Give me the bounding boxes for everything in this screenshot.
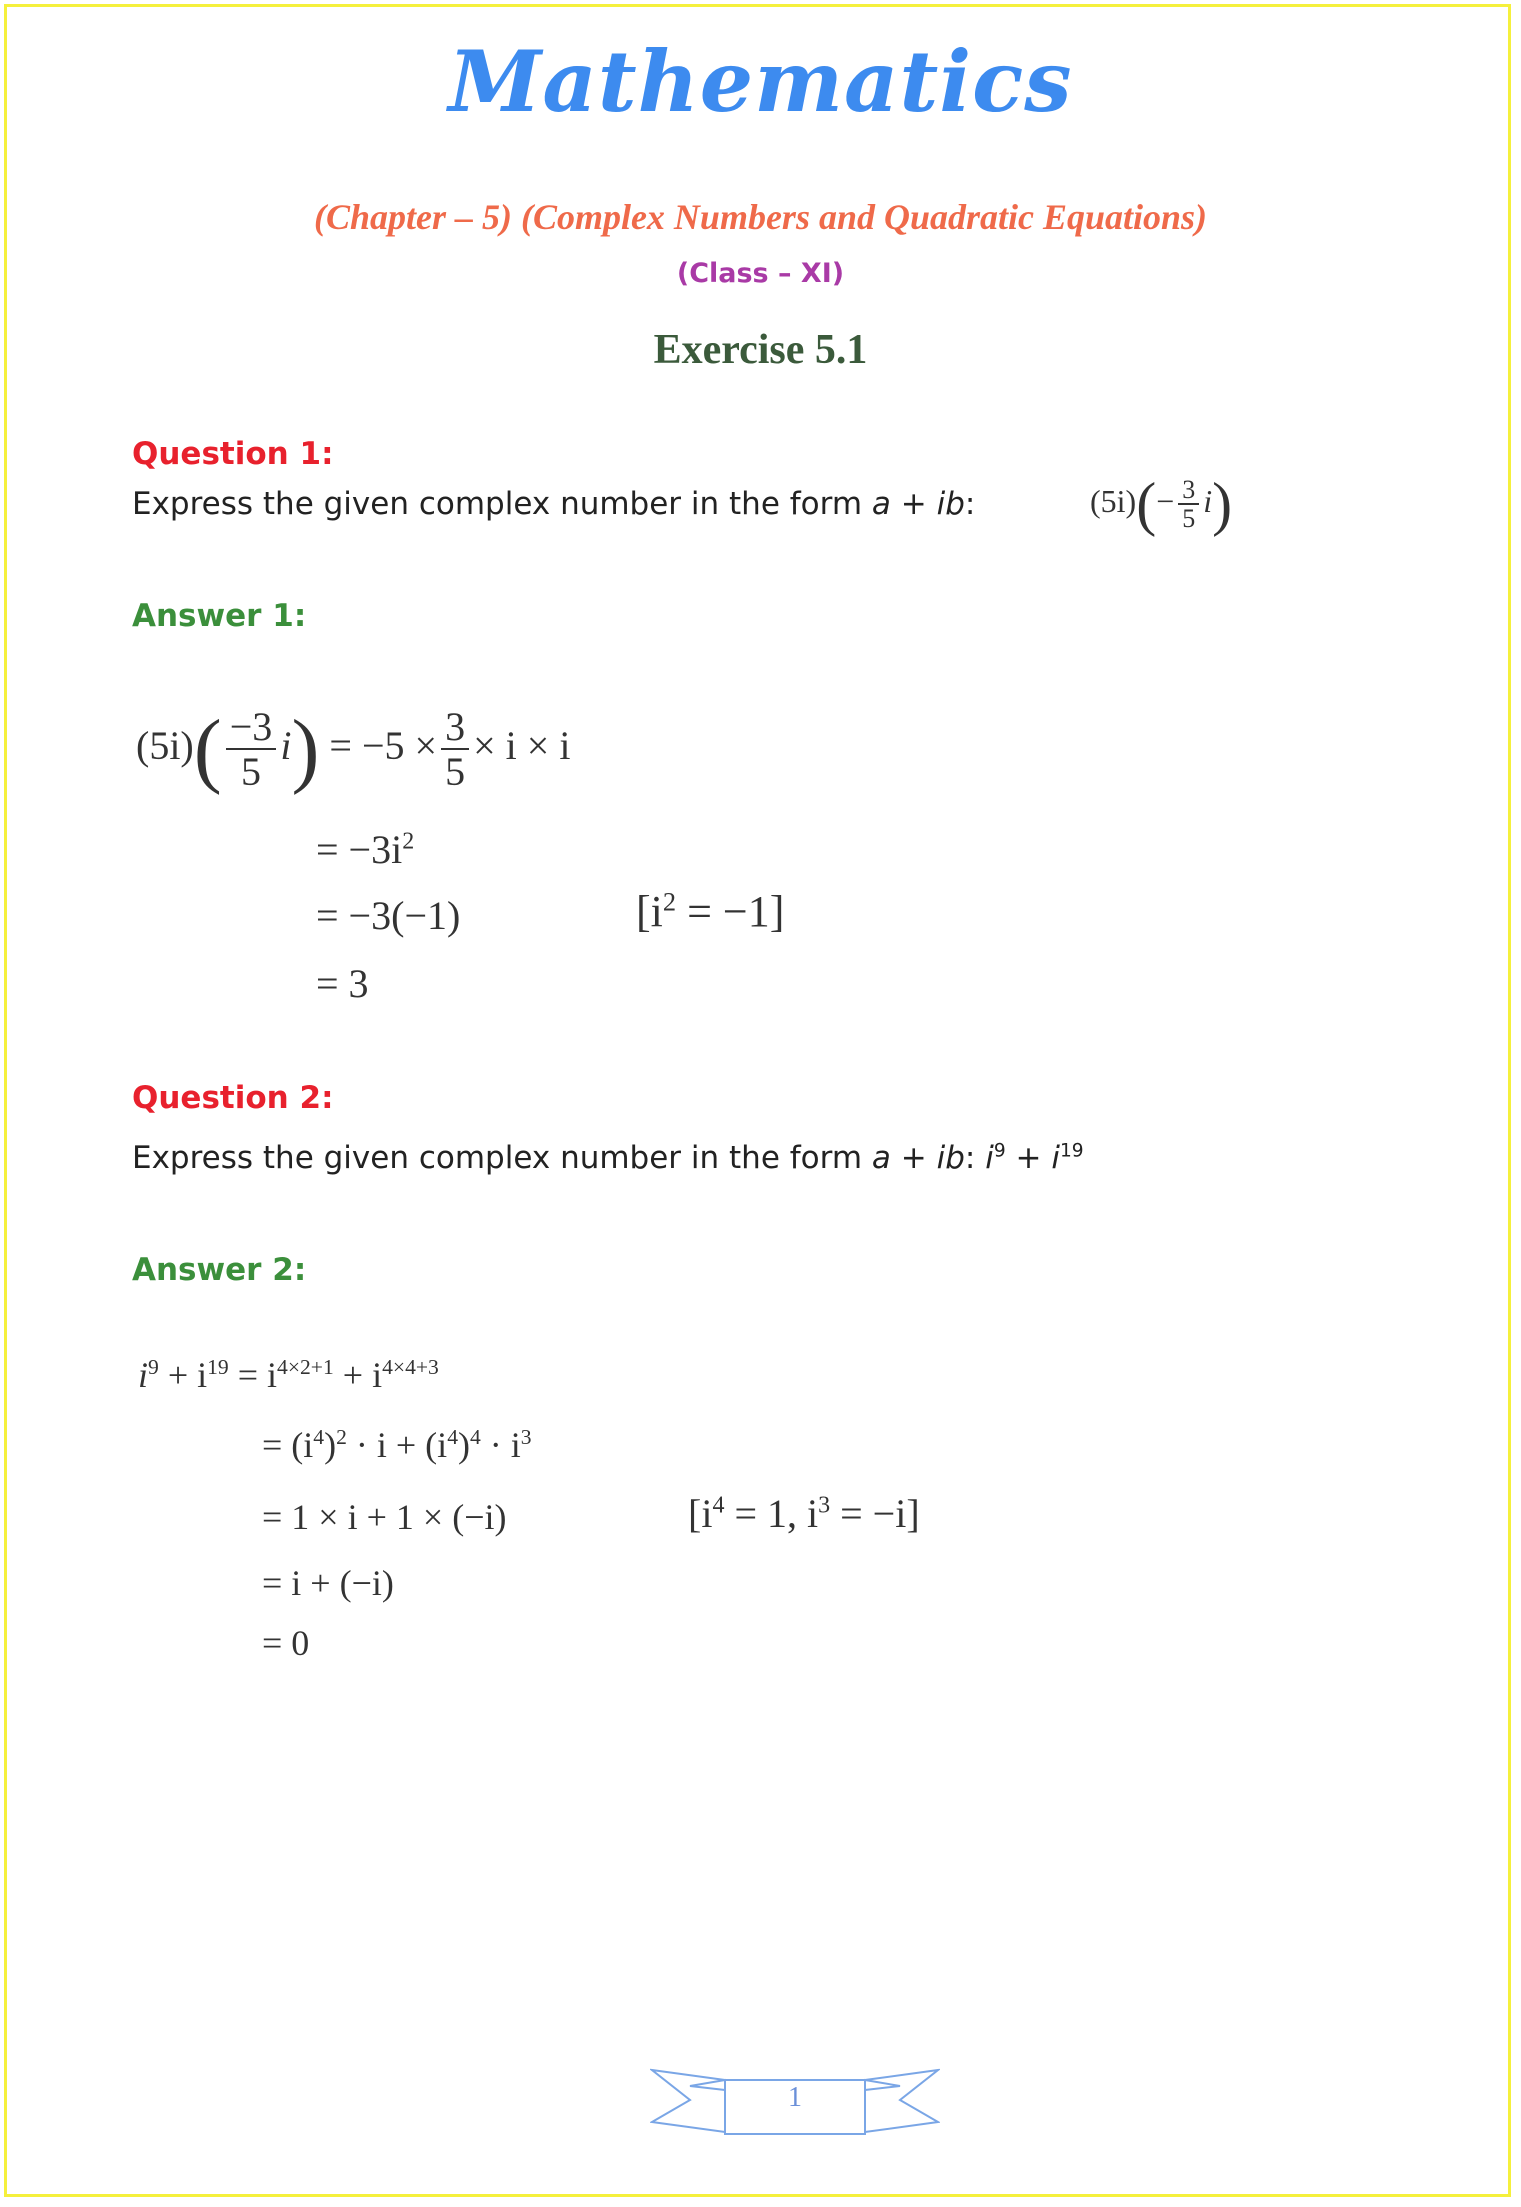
- question-1-label: Question 1:: [132, 436, 334, 472]
- answer-2-line-5: = 0: [262, 1623, 310, 1663]
- question-2-label: Question 2:: [132, 1080, 334, 1116]
- question-1-expression: (5i)(− $\frac{3}{5}$ i): [1090, 471, 1233, 537]
- expr-fraction: $\frac{3}{5}$: [1178, 476, 1199, 534]
- answer-2-line-3: = 1 × i + 1 × (−i): [262, 1497, 507, 1537]
- question-1-prefix: Express the given complex number in the form: [132, 486, 872, 522]
- answer-2-line-2: = $(i^4)^2 \cdot i + (i^4)^4 \cdot i^3$: [262, 1425, 532, 1465]
- answer-1-note: $[i^2 = -1]$: [636, 886, 785, 936]
- page-number: 1: [788, 2082, 802, 2113]
- expr-5i: (5i): [1090, 482, 1137, 519]
- answer-2-note: [$i^4 = 1$, $i^3 = -i$]: [688, 1491, 920, 1536]
- var-ib: ib: [936, 486, 965, 522]
- answer-1-line-3: = −3(−1): [316, 893, 461, 938]
- exercise-heading: Exercise 5.1: [653, 327, 868, 373]
- answer-1-label: Answer 1:: [132, 598, 307, 634]
- answer-2-line-4: = i + (−i): [262, 1563, 394, 1603]
- answer-1-line-4: = 3: [316, 961, 369, 1006]
- question-1-text: [132, 486, 975, 522]
- expr-i: i: [1203, 482, 1213, 519]
- answer-1-fraction-b: $\frac{3}{5}$: [441, 706, 469, 794]
- plus-sign: +: [890, 486, 937, 522]
- class-label: (Class – XI): [676, 258, 845, 289]
- var-a: a: [871, 486, 891, 522]
- answer-1-line-2: = $-3i^2$: [316, 827, 415, 872]
- chapter-heading: (Chapter – 5) (Complex Numbers and Quadratic Equations): [313, 197, 1208, 237]
- expr-neg: −: [1156, 482, 1175, 519]
- question-2-text: Express the given complex number in the form a + ib: $i^9 + i^{19}$: [132, 1140, 1084, 1176]
- answer-1-line-1: (5i)( $\frac{-3}{5}$ i) = −5 × $\frac{3}{5}$ × i × i: [136, 703, 571, 796]
- page-title: Mathematics: [448, 32, 1073, 131]
- colon: :: [964, 486, 976, 522]
- answer-2-label: Answer 2:: [132, 1252, 307, 1288]
- page-footer: [650, 2050, 940, 2150]
- answer-2-line-1: $i^9 + i^{19} = i^{4\times 2+1} + i^{4\times 4+3}$: [138, 1355, 439, 1395]
- answer-1-fraction-a: $\frac{-3}{5}$: [226, 706, 277, 794]
